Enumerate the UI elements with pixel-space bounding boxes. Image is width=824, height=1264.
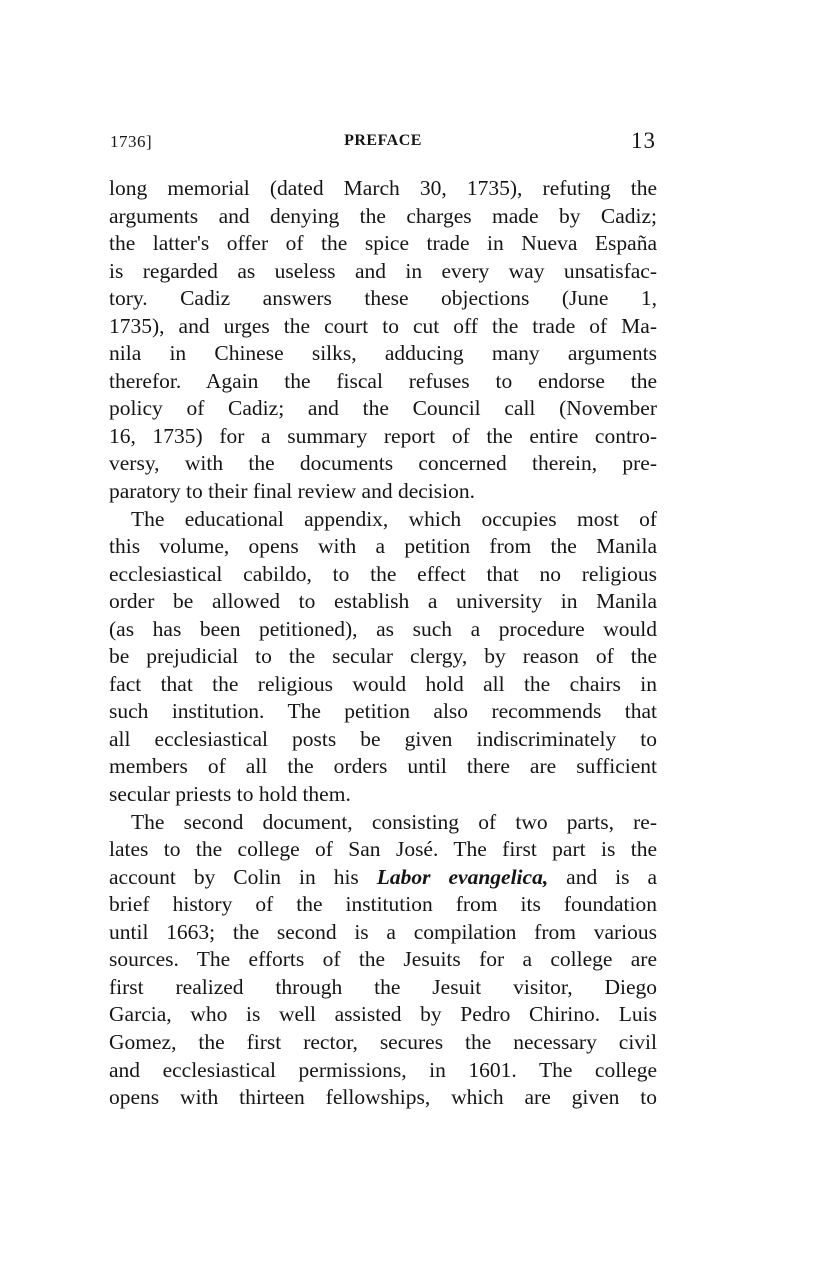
- text-line: paratory to their final review and decision.: [109, 479, 475, 504]
- text-line: is regarded as useless and in every way unsatisfac-: [109, 258, 657, 283]
- text-line: arguments and denying the charges made by Cadiz;: [109, 203, 657, 228]
- text-line: all ecclesiastical posts be given indiscriminately to: [109, 726, 657, 751]
- text-line: (as has been petitioned), as such a procedure would: [109, 616, 657, 641]
- text-line: order be allowed to establish a university in Manila: [109, 589, 657, 614]
- book-title: Labor evangelica,: [376, 864, 549, 889]
- text-line: this volume, opens with a petition from the Manila: [109, 534, 657, 559]
- text-line: lates to the college of San José. The first part is the: [109, 837, 657, 862]
- text-line: such institution. The petition also recommends that: [109, 699, 657, 724]
- text-line: nila in Chinese silks, adducing many arguments: [109, 341, 657, 366]
- paragraph-1: [109, 175, 657, 506]
- text-line: The educational appendix, which occupies most of: [131, 506, 657, 531]
- text-line: long memorial (dated March 30, 1735), refuting the: [109, 176, 657, 200]
- text-line: fact that the religious would hold all the chairs in: [109, 671, 657, 696]
- body-text: [109, 175, 657, 1112]
- text-line: versy, with the documents concerned therein, pre-: [109, 451, 657, 476]
- text-line: Garcia, who is well assisted by Pedro Chirino. Luis: [109, 1002, 657, 1027]
- text-line: secular priests to hold them.: [109, 782, 351, 807]
- paragraph-2: [109, 506, 657, 809]
- text-line: first realized through the Jesuit visitor, Diego: [109, 974, 657, 999]
- text-line: tory. Cadiz answers these objections (June 1,: [109, 286, 657, 311]
- text-line: the latter's offer of the spice trade in Nueva España: [109, 231, 657, 256]
- paragraph-3: [109, 809, 657, 1112]
- text-line: and ecclesiastical permissions, in 1601. The college: [109, 1057, 657, 1082]
- text-line: until 1663; the second is a compilation from various: [109, 919, 657, 944]
- text-line: The second document, consisting of two parts, re-: [131, 809, 657, 834]
- text-line: policy of Cadiz; and the Council call (November: [109, 396, 657, 421]
- text-line: opens with thirteen fellowships, which are given to: [109, 1085, 657, 1110]
- text-line: Gomez, the first rector, secures the necessary civil: [109, 1029, 657, 1054]
- text-line: 16, 1735) for a summary report of the entire contro-: [109, 423, 657, 448]
- text-line: members of all the orders until there are sufficient: [109, 754, 657, 779]
- running-head-year: 1736]: [110, 132, 153, 151]
- running-head-title: PREFACE: [344, 132, 422, 149]
- text-line-with-title: [109, 864, 657, 892]
- text-fragment: account by Colin in his: [109, 864, 359, 889]
- running-head: [110, 128, 656, 158]
- text-line: therefor. Again the fiscal refuses to endorse the: [109, 368, 657, 393]
- text-fragment: and is a: [566, 864, 658, 889]
- page-number: 13: [631, 128, 656, 153]
- text-line: brief history of the institution from its foundation: [109, 892, 657, 917]
- text-line: sources. The efforts of the Jesuits for a college are: [109, 947, 657, 972]
- text-line: 1735), and urges the court to cut off the trade of Ma-: [109, 313, 657, 338]
- text-line: ecclesiastical cabildo, to the effect that no religious: [109, 561, 657, 586]
- text-line: be prejudicial to the secular clergy, by reason of the: [109, 644, 657, 669]
